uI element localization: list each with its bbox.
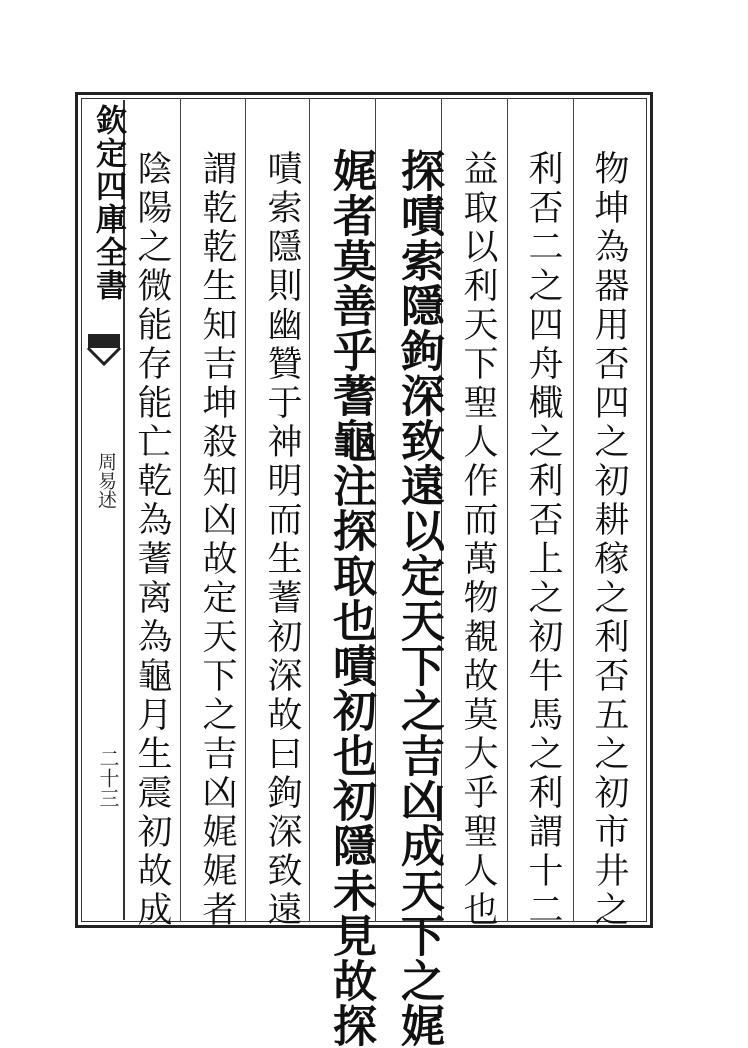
column-rule bbox=[573, 98, 574, 922]
text-column-3: 益取以利天下聖人作而萬物覩故莫大乎聖人也 bbox=[458, 150, 498, 930]
spine-page-number: 二十三 bbox=[96, 748, 120, 808]
column-rule bbox=[507, 98, 508, 922]
text-column-8: 陰陽之微能存能亡乾為蓍离為龜月生震初故成 bbox=[132, 150, 172, 930]
column-rule bbox=[180, 98, 181, 922]
column-rule bbox=[309, 98, 310, 922]
spine-title: 欽定四庫全書 bbox=[90, 104, 126, 302]
text-column-4: 探嘖索隱鉤深致遠以定天下之吉凶成天下之娓 bbox=[393, 148, 444, 1048]
column-rule bbox=[245, 98, 246, 922]
text-column-1: 物坤為器用否四之初耕稼之利否五之初市井之 bbox=[589, 150, 629, 930]
text-column-7: 謂乾乾生知吉坤殺知凶故定天下之吉凶娓娓者 bbox=[197, 150, 237, 930]
text-column-2: 利否二之四舟檝之利否上之初牛馬之利謂十二 bbox=[523, 150, 563, 930]
fishtail-mark-icon bbox=[86, 330, 122, 370]
text-column-5: 娓者莫善乎蓍龜注探取也嘖初也初隱未見故探 bbox=[325, 148, 376, 1048]
text-column-6: 嘖索隱則幽贊于神明而生蓍初深故曰鉤深致遠 bbox=[262, 150, 302, 930]
spine-book-title: 周易述 bbox=[95, 452, 117, 509]
